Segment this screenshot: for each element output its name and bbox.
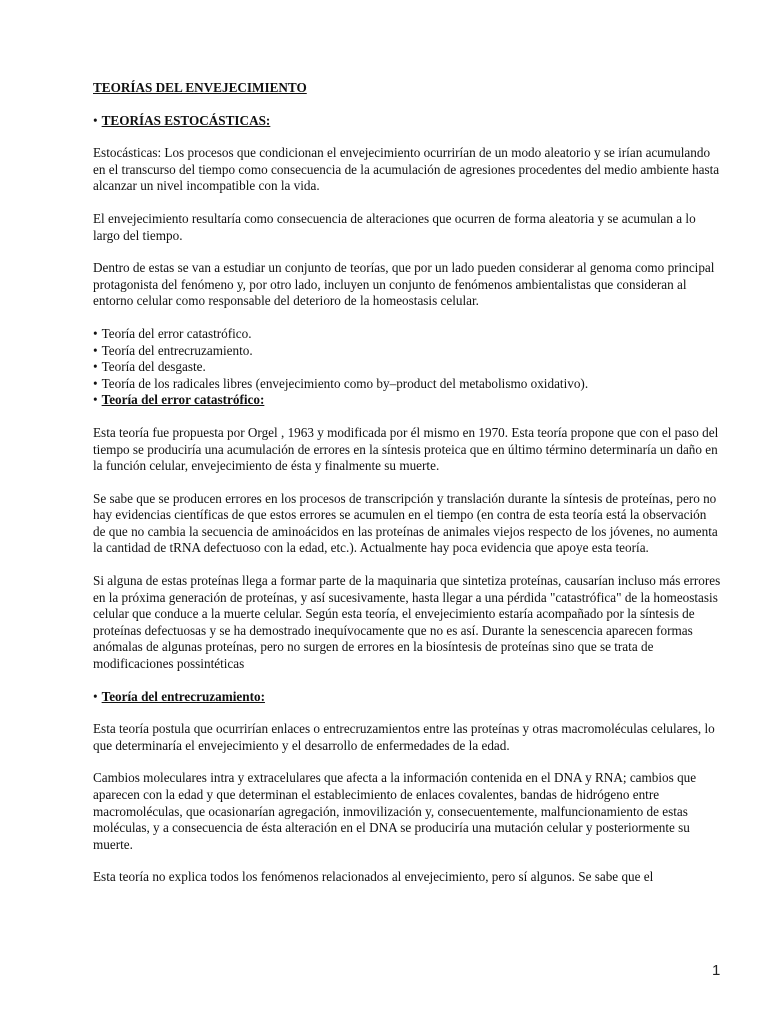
bullet-glyph: • <box>93 325 98 341</box>
list-item <box>93 326 721 343</box>
page-number: 1 <box>712 962 721 979</box>
document-title: TEORÍAS DEL ENVEJECIMIENTO <box>93 80 307 95</box>
paragraph-partial-explanation: Esta teoría no explica todos los fenómenos relacionados al envejecimiento, pero sí algunos. Se sabe que el <box>93 869 654 885</box>
paragraph-stochastic-definition: Estocásticas: Los procesos que condicionan el envejecimiento ocurrirían de un modo aleatorio y se irían acumulando en el transcurso del tiempo como consecuencia de la acumulación de agresiones procedentes del medio ambiente hasta alcanzar un nivel incompatible con la vida. <box>93 145 720 194</box>
paragraph-catastrophic-loss: Si alguna de estas proteínas llega a formar parte de la maquinaria que sintetiza proteínas, causarían incluso más errores en la próxima generación de proteínas, y así sucesivamente, hasta llegar a una pérdida "catastrófica" de la homeostasis celular que conduce a la muerte celular. Según esta teoría, el envejecimiento estaría acompañado por la síntesis de proteínas defectuosas y se ha demostrado inequívocamente que no es así. Durante la senescencia aparecen formas anómalas de algunas proteínas, pero no surgen de errores en la biosíntesis de proteínas sino que se trata de modificaciones possintéticas <box>93 573 721 672</box>
paragraph-orgel-theory: Esta teoría fue propuesta por Orgel , 1963 y modificada por él mismo en 1970. Esta teoría propone que con el paso del tiempo se produciría una acumulación de errores en la síntesis proteica que en último término determinaría un daño en la función celular, envejecimiento de ésta y finalmente su muerte. <box>93 424 719 474</box>
section-heading-stochastic <box>93 113 721 130</box>
section-heading-catastrophic <box>93 392 721 409</box>
paragraph-crosslink-definition: Esta teoría postula que ocurrirían enlaces o entrecruzamientos entre las proteínas y otras macromoléculas celulares, lo que determinaría el envejecimiento y el desarrollo de enfermedades de la edad. <box>93 721 715 753</box>
document-page <box>93 80 721 902</box>
list-item-text: Teoría de los radicales libres (envejecimiento como by–product del metabolismo oxidativo). <box>101 375 589 391</box>
list-item-text: Teoría del entrecruzamiento. <box>101 342 253 358</box>
list-item <box>93 359 721 376</box>
bullet-glyph: • <box>93 392 98 408</box>
paragraph-molecular-changes: Cambios moleculares intra y extracelulares que afecta a la información contenida en el DNA y RNA; cambios que aparecen con la edad y que determinan el establecimiento de enlaces covalentes, bandas de hidrógeno entre macromoléculas, que ocasionarían agregación, inmovilización y, consecuentemente, malfuncionamiento de estas moléculas, y a consecuencia de ésta alteración en el DNA se produciría una mutación celular y posteriormente su muerte. <box>93 770 697 852</box>
bullet-glyph: • <box>93 359 98 375</box>
bullet-glyph: • <box>93 342 98 358</box>
list-item-text: Teoría del error catastrófico. <box>101 325 252 341</box>
bullet-glyph: • <box>93 112 98 128</box>
section-heading-text: Teoría del entrecruzamiento: <box>101 688 265 704</box>
theory-list <box>93 326 721 392</box>
paragraph-transcription-errors: Se sabe que se producen errores en los procesos de transcripción y translación durante la síntesis de proteínas, pero no hay evidencias científicas de que estos errores se acumulen en el tiempo (en contra de esta teoría está la observación de que no cambia la secuencia de aminoácidos en las proteínas de animales viejos respecto de los jóvenes, no aumenta la cantidad de tRNA defectuoso con la edad, etc.). Actualmente hay poca evidencia que apoye esta teoría. <box>93 490 718 556</box>
section-heading-text: Teoría del error catastrófico: <box>101 392 265 408</box>
section-heading-text: TEORÍAS ESTOCÁSTICAS: <box>101 112 271 128</box>
bullet-glyph: • <box>93 375 98 391</box>
list-item-text: Teoría del desgaste. <box>101 359 206 375</box>
list-item <box>93 343 721 360</box>
section-heading-crosslink <box>93 689 721 706</box>
bullet-glyph: • <box>93 688 98 704</box>
list-item <box>93 376 721 393</box>
paragraph-theories-overview: Dentro de estas se van a estudiar un conjunto de teorías, que por un lado pueden considerar al genoma como principal protagonista del fenómeno y, por otro lado, incluyen un conjunto de fenómenos ambientalistas que consideran al entorno celular como responsable del deterioro de la homeostasis celular. <box>93 260 715 309</box>
paragraph-random-accumulation: El envejecimiento resultaría como consecuencia de alteraciones que ocurren de forma aleatoria y se acumulan a lo largo del tiempo. <box>93 210 696 243</box>
